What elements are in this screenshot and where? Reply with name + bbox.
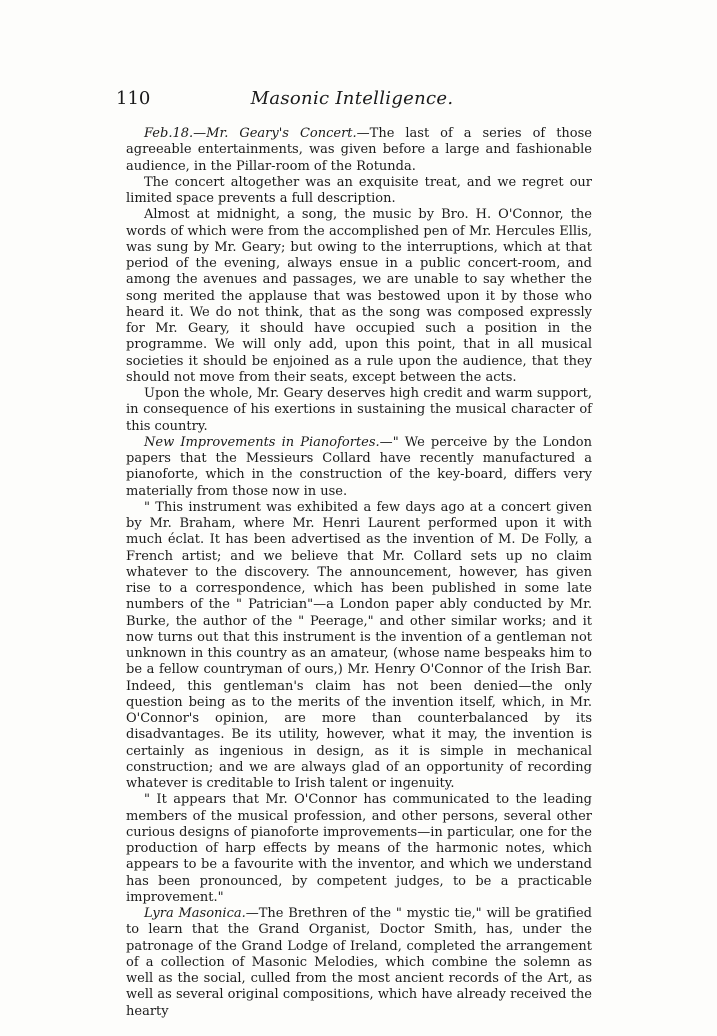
paragraph-text: The concert altogether was an exquisite treat, and we regret our limited space prevents a full description. — [126, 174, 592, 206]
paragraph-text: " This instrument was exhibited a few days ago at a concert given by Mr. Braham, where Mr. Henri Laurent performed upon it with much éclat. It has been advertised as the invention of M. De Folly, a French artist; and we believe that Mr. Collard sets up no claim whatever to the discovery. The announcement, however, has given rise to a correspondence, which has been published in some late numbers of the " Patrician"—a London paper ably conducted by Mr. Burke, the author of the " Peerage," and other similar works; and it now turns out that this instrument is the invention of a gentleman not unknown in this country as an amateur, (whose name bespeaks him to be a fellow countryman of ours,) Mr. Henry O'Connor of the Irish Bar. Indeed, this gentleman's claim has not been denied—the only question being as to the merits of the invention itself, which, in Mr. O'Connor's opinion, are more than counterbalanced by its disadvantages. Be its utility, however, what it may, the invention is certainly as ingenious in design, as it is simple in mechanical construction; and we are always glad of an opportunity of recording whatever is creditable to Irish talent or ingenuity. — [126, 499, 592, 791]
paragraph — [126, 906, 592, 1020]
article-body — [126, 126, 592, 1020]
page-number: 110 — [116, 88, 151, 109]
paragraph — [126, 207, 592, 386]
paragraph-lead: Lyra Masonica.— — [144, 906, 259, 921]
paragraph-text: " It appears that Mr. O'Connor has communicated to the leading members of the musical profession, and other persons, several other curious designs of pianoforte improvements—in particular, one for the production of harp effects by means of the harmonic notes, which appears to be a favourite with the inventor, and which we understand has been pronounced, by competent judges, to be a practicable improvement." — [126, 792, 592, 905]
paragraph-lead: New Improvements in Pianofortes.— — [144, 434, 393, 450]
running-title: Masonic Intelligence. — [250, 88, 454, 109]
paragraph — [126, 435, 592, 500]
paragraph — [126, 386, 592, 435]
paragraph-text: The last of a series of those agreeable entertainments, was given before a large and fashionable audience, in the Pillar-room of the Rotunda. — [126, 126, 592, 174]
paragraph-text: Upon the whole, Mr. Geary deserves high credit and warm support, in consequence of his exertions in sustaining the musical character of this country. — [126, 386, 592, 434]
paragraph-text: The Brethren of the " mystic tie," will be gratified to learn that the Grand Organist, Doctor Smith, has, under the patronage of the Grand Lodge of Ireland, completed the arrangement of a collection of Masonic Melodies, which combine the solemn as well as the social, culled from the most ancient records of the Art, as well as several original compositions, which have already received the hearty — [126, 906, 592, 1019]
page-header — [116, 88, 588, 110]
paragraph-text: Almost at midnight, a song, the music by Bro. H. O'Connor, the words of which were from the accomplished pen of Mr. Hercules Ellis, was sung by Mr. Geary; but owing to the interruptions, which at that period of the evening, always ensue in a public concert-room, and among the avenues and passages, we are unable to say whether the song merited the applause that was bestowed upon it by those who heard it. We do not think, that as the song was composed expressly for Mr. Geary, it should have occupied such a position in the programme. We will only add, upon this point, that in all musical societies it should be enjoined as a rule upon the audience, that they should not move from their seats, except between the acts. — [126, 207, 592, 385]
paragraph — [126, 175, 592, 208]
paragraph-text: " We perceive by the London papers that the Messieurs Collard have recently manufactured a pianoforte, which in the construction of the key-board, differs very materially from those now in use. — [126, 434, 592, 499]
paragraph — [126, 792, 592, 906]
paragraph-lead: Feb.18.—Mr. Geary's Concert.— — [144, 126, 370, 141]
paragraph — [126, 500, 592, 793]
paragraph — [126, 126, 592, 175]
